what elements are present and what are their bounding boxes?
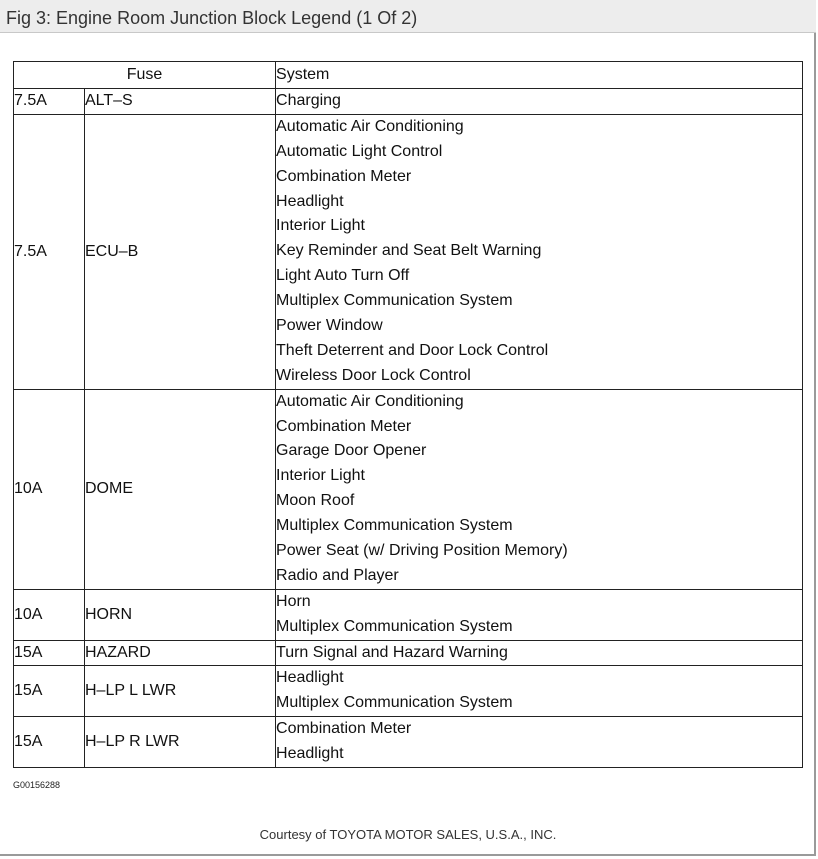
- system-item: Multiplex Communication System: [276, 292, 513, 310]
- system-item: Key Reminder and Seat Belt Warning: [276, 242, 542, 260]
- legend-body: [14, 89, 803, 768]
- fuse-name: H–LP L LWR: [85, 666, 276, 717]
- system-item: Combination Meter: [276, 720, 412, 738]
- system-item: Multiplex Communication System: [276, 617, 513, 635]
- fuse-name: H–LP R LWR: [85, 717, 276, 768]
- courtesy-note: Courtesy of TOYOTA MOTOR SALES, U.S.A., INC.: [259, 827, 557, 842]
- system-item: Radio and Player: [276, 566, 399, 584]
- system-item: Headlight: [276, 745, 344, 763]
- figure-title: Fig 3: Engine Room Junction Block Legend (1 Of 2): [6, 8, 418, 28]
- fuse-amperage: 15A: [14, 717, 85, 768]
- fuse-amperage: 10A: [14, 589, 85, 640]
- table-row: [14, 389, 803, 589]
- system-list: [276, 389, 803, 589]
- table-row: [14, 717, 803, 768]
- system-item: Wireless Door Lock Control: [276, 366, 471, 384]
- fuse-column-header: Fuse: [14, 62, 276, 89]
- system-item: Combination Meter: [276, 417, 412, 435]
- system-list: [276, 89, 803, 115]
- system-item: Charging: [276, 92, 341, 109]
- fuse-legend-table: [13, 61, 803, 768]
- system-item: Garage Door Opener: [276, 442, 427, 460]
- table-row: [14, 114, 803, 389]
- system-item: Automatic Air Conditioning: [276, 117, 464, 135]
- system-item: Turn Signal and Hazard Warning: [276, 643, 508, 661]
- fuse-name: ALT–S: [85, 89, 276, 115]
- fuse-name: DOME: [85, 389, 276, 589]
- fuse-name: ECU–B: [85, 114, 276, 389]
- figure-title-bar: [0, 0, 816, 33]
- fuse-name: HORN: [85, 589, 276, 640]
- system-list: [276, 640, 803, 666]
- fuse-name: HAZARD: [85, 640, 276, 666]
- system-item: Interior Light: [276, 467, 365, 485]
- fuse-amperage: 15A: [14, 640, 85, 666]
- system-item: Multiplex Communication System: [276, 694, 513, 712]
- system-item: Interior Light: [276, 217, 365, 235]
- table-row: [14, 666, 803, 717]
- fuse-amperage: 7.5A: [14, 114, 85, 389]
- table-row: [14, 640, 803, 666]
- table-header-row: [14, 62, 803, 89]
- system-list: [276, 666, 803, 717]
- system-item: Headlight: [276, 192, 344, 210]
- fuse-amperage: 10A: [14, 389, 85, 589]
- system-item: Power Seat (w/ Driving Position Memory): [276, 542, 568, 560]
- system-item: Light Auto Turn Off: [276, 267, 410, 285]
- table-row: [14, 589, 803, 640]
- fuse-amperage: 15A: [14, 666, 85, 717]
- system-item: Power Window: [276, 317, 383, 335]
- fuse-amperage: 7.5A: [14, 89, 85, 115]
- system-item: Headlight: [276, 669, 344, 687]
- table-row: [14, 89, 803, 115]
- figure-id: G00156288: [13, 780, 61, 790]
- system-list: [276, 717, 803, 768]
- system-column-header: System: [276, 62, 803, 89]
- system-item: Automatic Light Control: [276, 142, 443, 160]
- system-item: Automatic Air Conditioning: [276, 392, 464, 410]
- system-item: Combination Meter: [276, 167, 412, 185]
- system-list: [276, 114, 803, 389]
- system-item: Moon Roof: [276, 492, 355, 510]
- system-item: Horn: [276, 592, 311, 610]
- system-item: Multiplex Communication System: [276, 517, 513, 535]
- system-list: [276, 589, 803, 640]
- system-item: Theft Deterrent and Door Lock Control: [276, 341, 549, 359]
